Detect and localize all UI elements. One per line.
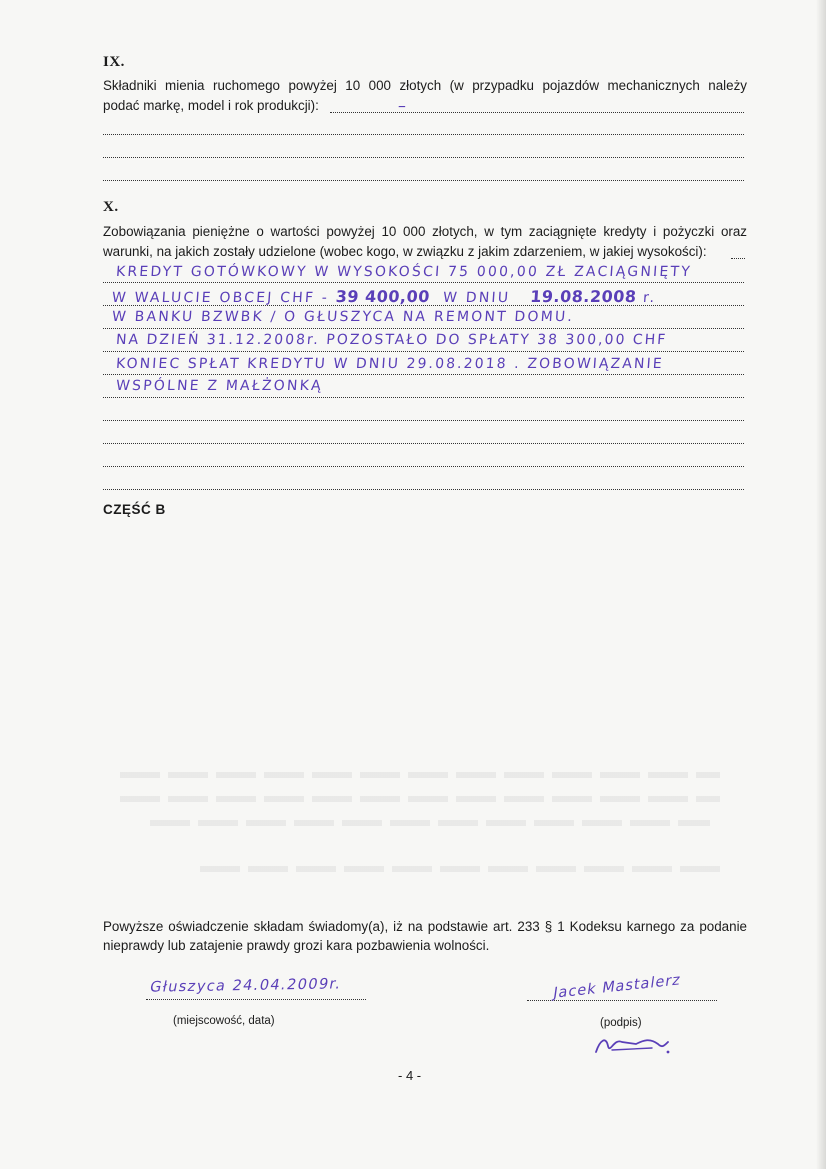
section-x-line1: Zobowiązania pieniężne o wartości powyżej 10 000 złotych, w tym zaciągnięte kredyty i pożyczki oraz <box>103 224 747 239</box>
section-x-dotted-line <box>103 397 744 398</box>
section-ix-answer-dash: – <box>397 96 407 115</box>
handwritten-line-1: KREDYT GOTÓWKOWY W WYSOKOŚCI 75 000,00 ZŁ ZACIĄGNIĘTY <box>115 264 693 280</box>
declaration-text: Powyższe oświadczenie składam świadomy(a), iż na podstawie art. 233 § 1 Kodeksu karnego za podanie nieprawdy lub zatajenie prawdy grozi kara pozbawienia wolności. <box>103 919 747 953</box>
section-x-dotted-line <box>103 351 744 352</box>
place-date-line <box>146 999 366 1000</box>
handwritten-line-2-a: W WALUCIE OBCEJ CHF - <box>111 290 330 306</box>
section-x-dotted-line <box>103 328 744 329</box>
handwritten-line-3: W BANKU BZWBK / O GŁUSZYCA NA REMONT DOMU. <box>111 309 575 325</box>
section-x-dotted-line <box>103 443 744 444</box>
section-ix-dotted-line <box>103 134 744 135</box>
section-x-dotted-line <box>103 282 744 283</box>
page-edge-shadow <box>816 0 826 1169</box>
handwritten-line-2-b: W DNIU <box>442 290 511 306</box>
section-ix-answer-line <box>330 112 744 113</box>
bleed-through <box>150 820 710 826</box>
section-x-dotted-line <box>103 466 744 467</box>
handwritten-line-5: KONIEC SPŁAT KREDYTU W DNIU 29.08.2018 . ZOBOWIĄZANIE <box>115 356 665 372</box>
section-x-dotted-tail <box>731 258 745 259</box>
section-x-dotted-line <box>103 374 744 375</box>
handwritten-line-6: WSPÓLNE Z MAŁŻONKĄ <box>115 378 324 394</box>
section-ix-line1: Składniki mienia ruchomego powyżej 10 000 złotych (w przypadku pojazdów mechanicznych należy <box>103 78 747 93</box>
handwritten-line-2-c: r. <box>642 290 657 306</box>
handwritten-line-2 <box>111 287 657 306</box>
section-x-numeral: X. <box>103 199 119 215</box>
handwritten-place-date: Głuszyca 24.04.2009r. <box>148 976 343 996</box>
section-ix-dotted-line <box>103 180 744 181</box>
handwritten-amount-chf: 39 400,00 <box>335 287 431 306</box>
handwritten-line-4: NA DZIEŃ 31.12.2008r. POZOSTAŁO DO SPŁATY 38 300,00 CHF <box>115 332 668 348</box>
section-x-dotted-line <box>103 489 744 490</box>
signature-caption: (podpis) <box>600 1017 642 1029</box>
bleed-through <box>200 866 720 872</box>
handwritten-date: 19.08.2008 <box>529 287 638 306</box>
section-x-line2: warunki, na jakich zostały udzielone (wobec kogo, w związku z jakim zdarzeniem, w jakiej wysokości): <box>103 244 707 259</box>
place-date-caption: (miejscowość, data) <box>173 1015 275 1027</box>
section-ix-question <box>103 76 747 116</box>
initials-mark <box>592 1030 672 1060</box>
section-ix-numeral: IX. <box>103 54 125 70</box>
handwritten-signature: Jacek Mastalerz <box>552 972 682 1002</box>
section-x-dotted-line <box>103 420 744 421</box>
page-number: - 4 - <box>398 1068 422 1083</box>
section-x-question <box>103 222 747 262</box>
section-ix-dotted-line <box>103 157 744 158</box>
section-ix-line2: podać markę, model i rok produkcji): <box>103 98 319 113</box>
bleed-through <box>120 772 720 778</box>
bleed-through <box>120 796 720 802</box>
part-b-title: CZĘŚĆ B <box>103 502 166 517</box>
